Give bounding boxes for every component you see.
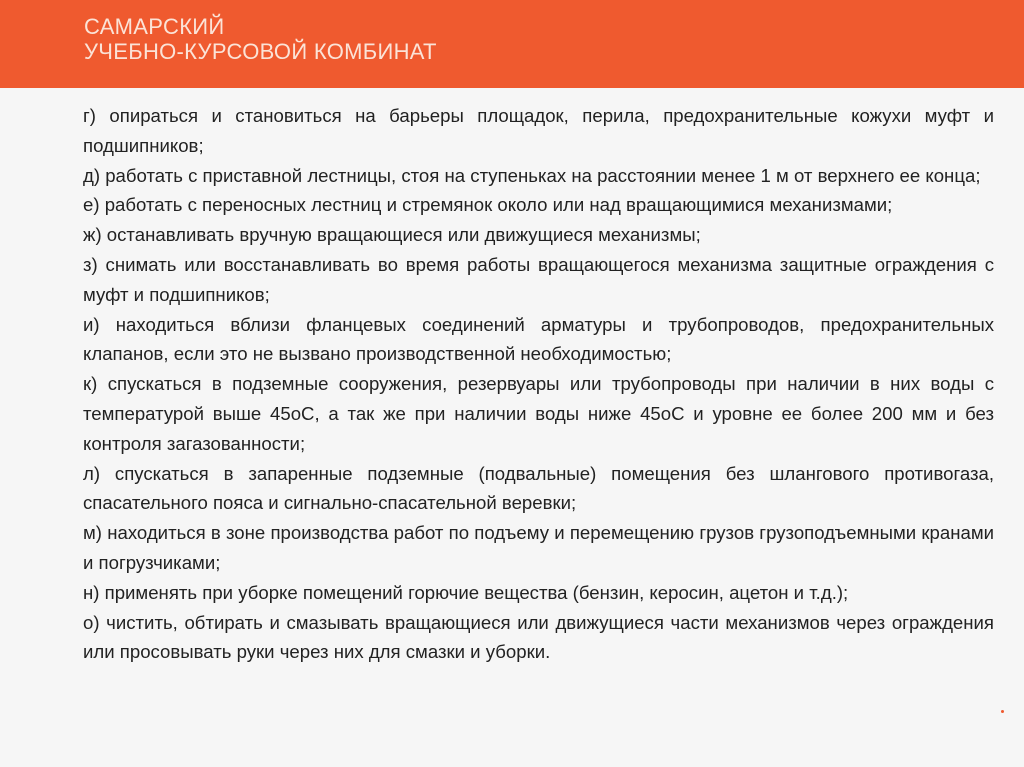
brand-line-1: САМАРСКИЙ bbox=[84, 14, 225, 39]
list-item: з) снимать или восстанавливать во время работы вращающегося механизма защитные ограждения с муфт и подшипников; bbox=[83, 253, 994, 305]
list-item: к) спускаться в подземные сооружения, резервуары или трубопроводы при наличии в них воды с температурой выше 45оС, а так же при наличии воды ниже 45оС и уровне ее более 200 мм и без контроля загазованности; bbox=[83, 373, 994, 454]
list-item: н) применять при уборке помещений горючие вещества (бензин, керосин, ацетон и т.д.); bbox=[83, 581, 849, 603]
list-item: е) работать с переносных лестниц и стремянок около или над вращающимися механизмами; bbox=[83, 194, 893, 216]
list-item: л) спускаться в запаренные подземные (подвальные) помещения без шлангового противогаза, спасательного пояса и сигнально-спасательной веревки; bbox=[83, 462, 994, 514]
list-item: д) работать с приставной лестницы, стоя на ступеньках на расстоянии менее 1 м от верхнего ее конца; bbox=[83, 164, 981, 186]
brand-line-2: УЧЕБНО-КУРСОВОЙ КОМБИНАТ bbox=[84, 39, 437, 64]
list-item: о) чистить, обтирать и смазывать вращающиеся или движущиеся части механизмов через ограждения или просовывать руки через них для смазки и уборки. bbox=[83, 611, 994, 663]
brand-logo-text bbox=[84, 14, 437, 64]
list-item: ж) останавливать вручную вращающиеся или движущиеся механизмы; bbox=[83, 224, 701, 246]
list-item: и) находиться вблизи фланцевых соединений арматуры и трубопроводов, предохранительных клапанов, если это не вызвано производственной необходимостью; bbox=[83, 313, 994, 365]
list-item: м) находиться в зоне производства работ по подъему и перемещению грузов грузоподъемными кранами и погрузчиками; bbox=[83, 522, 994, 573]
header-banner bbox=[0, 0, 1024, 88]
list-item: г) опираться и становиться на барьеры площадок, перила, предохранительные кожухи муфт и подшипников; bbox=[83, 105, 994, 156]
decorative-dot bbox=[1001, 710, 1004, 713]
prohibitions-list bbox=[83, 101, 994, 667]
